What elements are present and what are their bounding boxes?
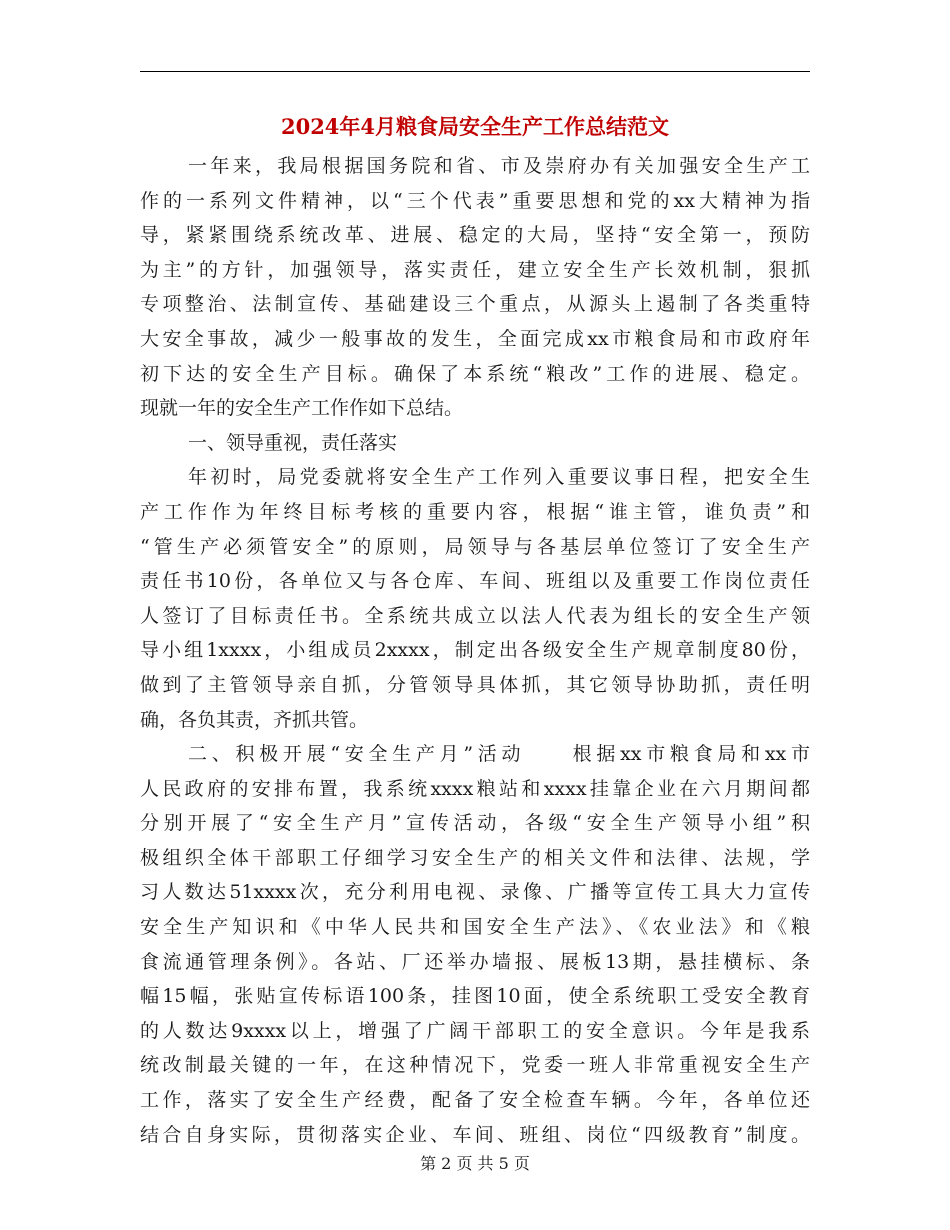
paragraph-line: 统改制最关键的一年，在这种情况下，党委一班人非常重视安全生产: [140, 1054, 810, 1077]
paragraph-line: 极组织全体干部职工仔细学习安全生产的相关文件和法律、法规，学: [140, 846, 810, 869]
paragraph-line: 食流通管理条例》。各站、厂还举办墙报、展板13期，悬挂横标、条: [140, 950, 810, 973]
paragraph-line: 作的一系列文件精神，以“三个代表”重要思想和党的xx大精神为指: [140, 189, 810, 212]
paragraph-line: 年初时，局党委就将安全生产工作列入重要议事日程，把安全生: [188, 466, 810, 489]
paragraph-line: 责任书10份，各单位又与各仓库、车间、班组以及重要工作岗位责任: [140, 570, 810, 593]
paragraph-line: 安全生产知识和《中华人民共和国安全生产法》、《农业法》和《粮: [140, 916, 810, 939]
paragraph-line: 人民政府的安排布置，我系统xxxx粮站和xxxx挂靠企业在六月期间都: [140, 777, 810, 800]
paragraph-line: 现就一年的安全生产工作作如下总结。: [140, 397, 464, 420]
paragraph-line: 做到了主管领导亲自抓，分管领导具体抓，其它领导协助抓，责任明: [140, 673, 810, 696]
paragraph-line: 大安全事故，减少一般事故的发生，全面完成xx市粮食局和市政府年: [140, 327, 810, 350]
paragraph-line: 确，各负其责，齐抓共管。: [140, 708, 369, 731]
paragraph-line: 初下达的安全生产目标。确保了本系统“粮改”工作的进展、稳定。: [140, 362, 810, 385]
paragraph-line: 工作，落实了安全生产经费，配备了安全检查车辆。今年，各单位还: [140, 1089, 810, 1112]
section-heading-line: 二、积极开展“安全生产月”活动 根据xx市粮食局和xx市: [188, 743, 810, 766]
paragraph-line: 习人数达51xxxx次，充分利用电视、录像、广播等宣传工具大力宣传: [140, 881, 810, 904]
paragraph-line: 产工作作为年终目标考核的重要内容，根据“谁主管，谁负责”和: [140, 500, 810, 523]
paragraph-line: “管生产必须管安全”的原则，局领导与各基层单位签订了安全生产: [140, 535, 810, 558]
paragraph-line: 为主”的方针，加强领导，落实责任，建立安全生产长效机制，狠抓: [140, 258, 810, 281]
paragraph-line: 一年来，我局根据国务院和省、市及崇府办有关加强安全生产工: [188, 155, 810, 177]
paragraph-line: 导小组1xxxx，小组成员2xxxx，制定出各级安全生产规章制度80份，: [140, 639, 810, 662]
header-rule: [140, 71, 810, 72]
paragraph-line: 的人数达9xxxx以上，增强了广阔干部职工的安全意识。今年是我系: [140, 1019, 810, 1042]
document-body: [140, 149, 810, 1152]
page-number-footer: 第 2 页 共 5 页: [420, 1154, 530, 1173]
paragraph-line: 分别开展了“安全生产月”宣传活动，各级“安全生产领导小组”积: [140, 812, 810, 835]
document-title: 2024年4月粮食局安全生产工作总结范文: [280, 114, 670, 139]
paragraph-line: 导，紧紧围绕系统改革、进展、稳定的大局，坚持“安全第一，预防: [140, 224, 810, 247]
paragraph-line: 专项整治、法制宣传、基础建设三个重点，从源头上遏制了各类重特: [140, 293, 810, 316]
paragraph-line: 幅15幅，张贴宣传标语100条，挂图10面，使全系统职工受安全教育: [140, 985, 810, 1008]
section-heading: 一、领导重视，责任落实: [188, 431, 398, 454]
paragraph-line: 结合自身实际，贯彻落实企业、车间、班组、岗位“四级教育”制度。: [140, 1123, 810, 1146]
paragraph-line: 人签订了目标责任书。全系统共成立以法人代表为组长的安全生产领: [140, 604, 810, 627]
